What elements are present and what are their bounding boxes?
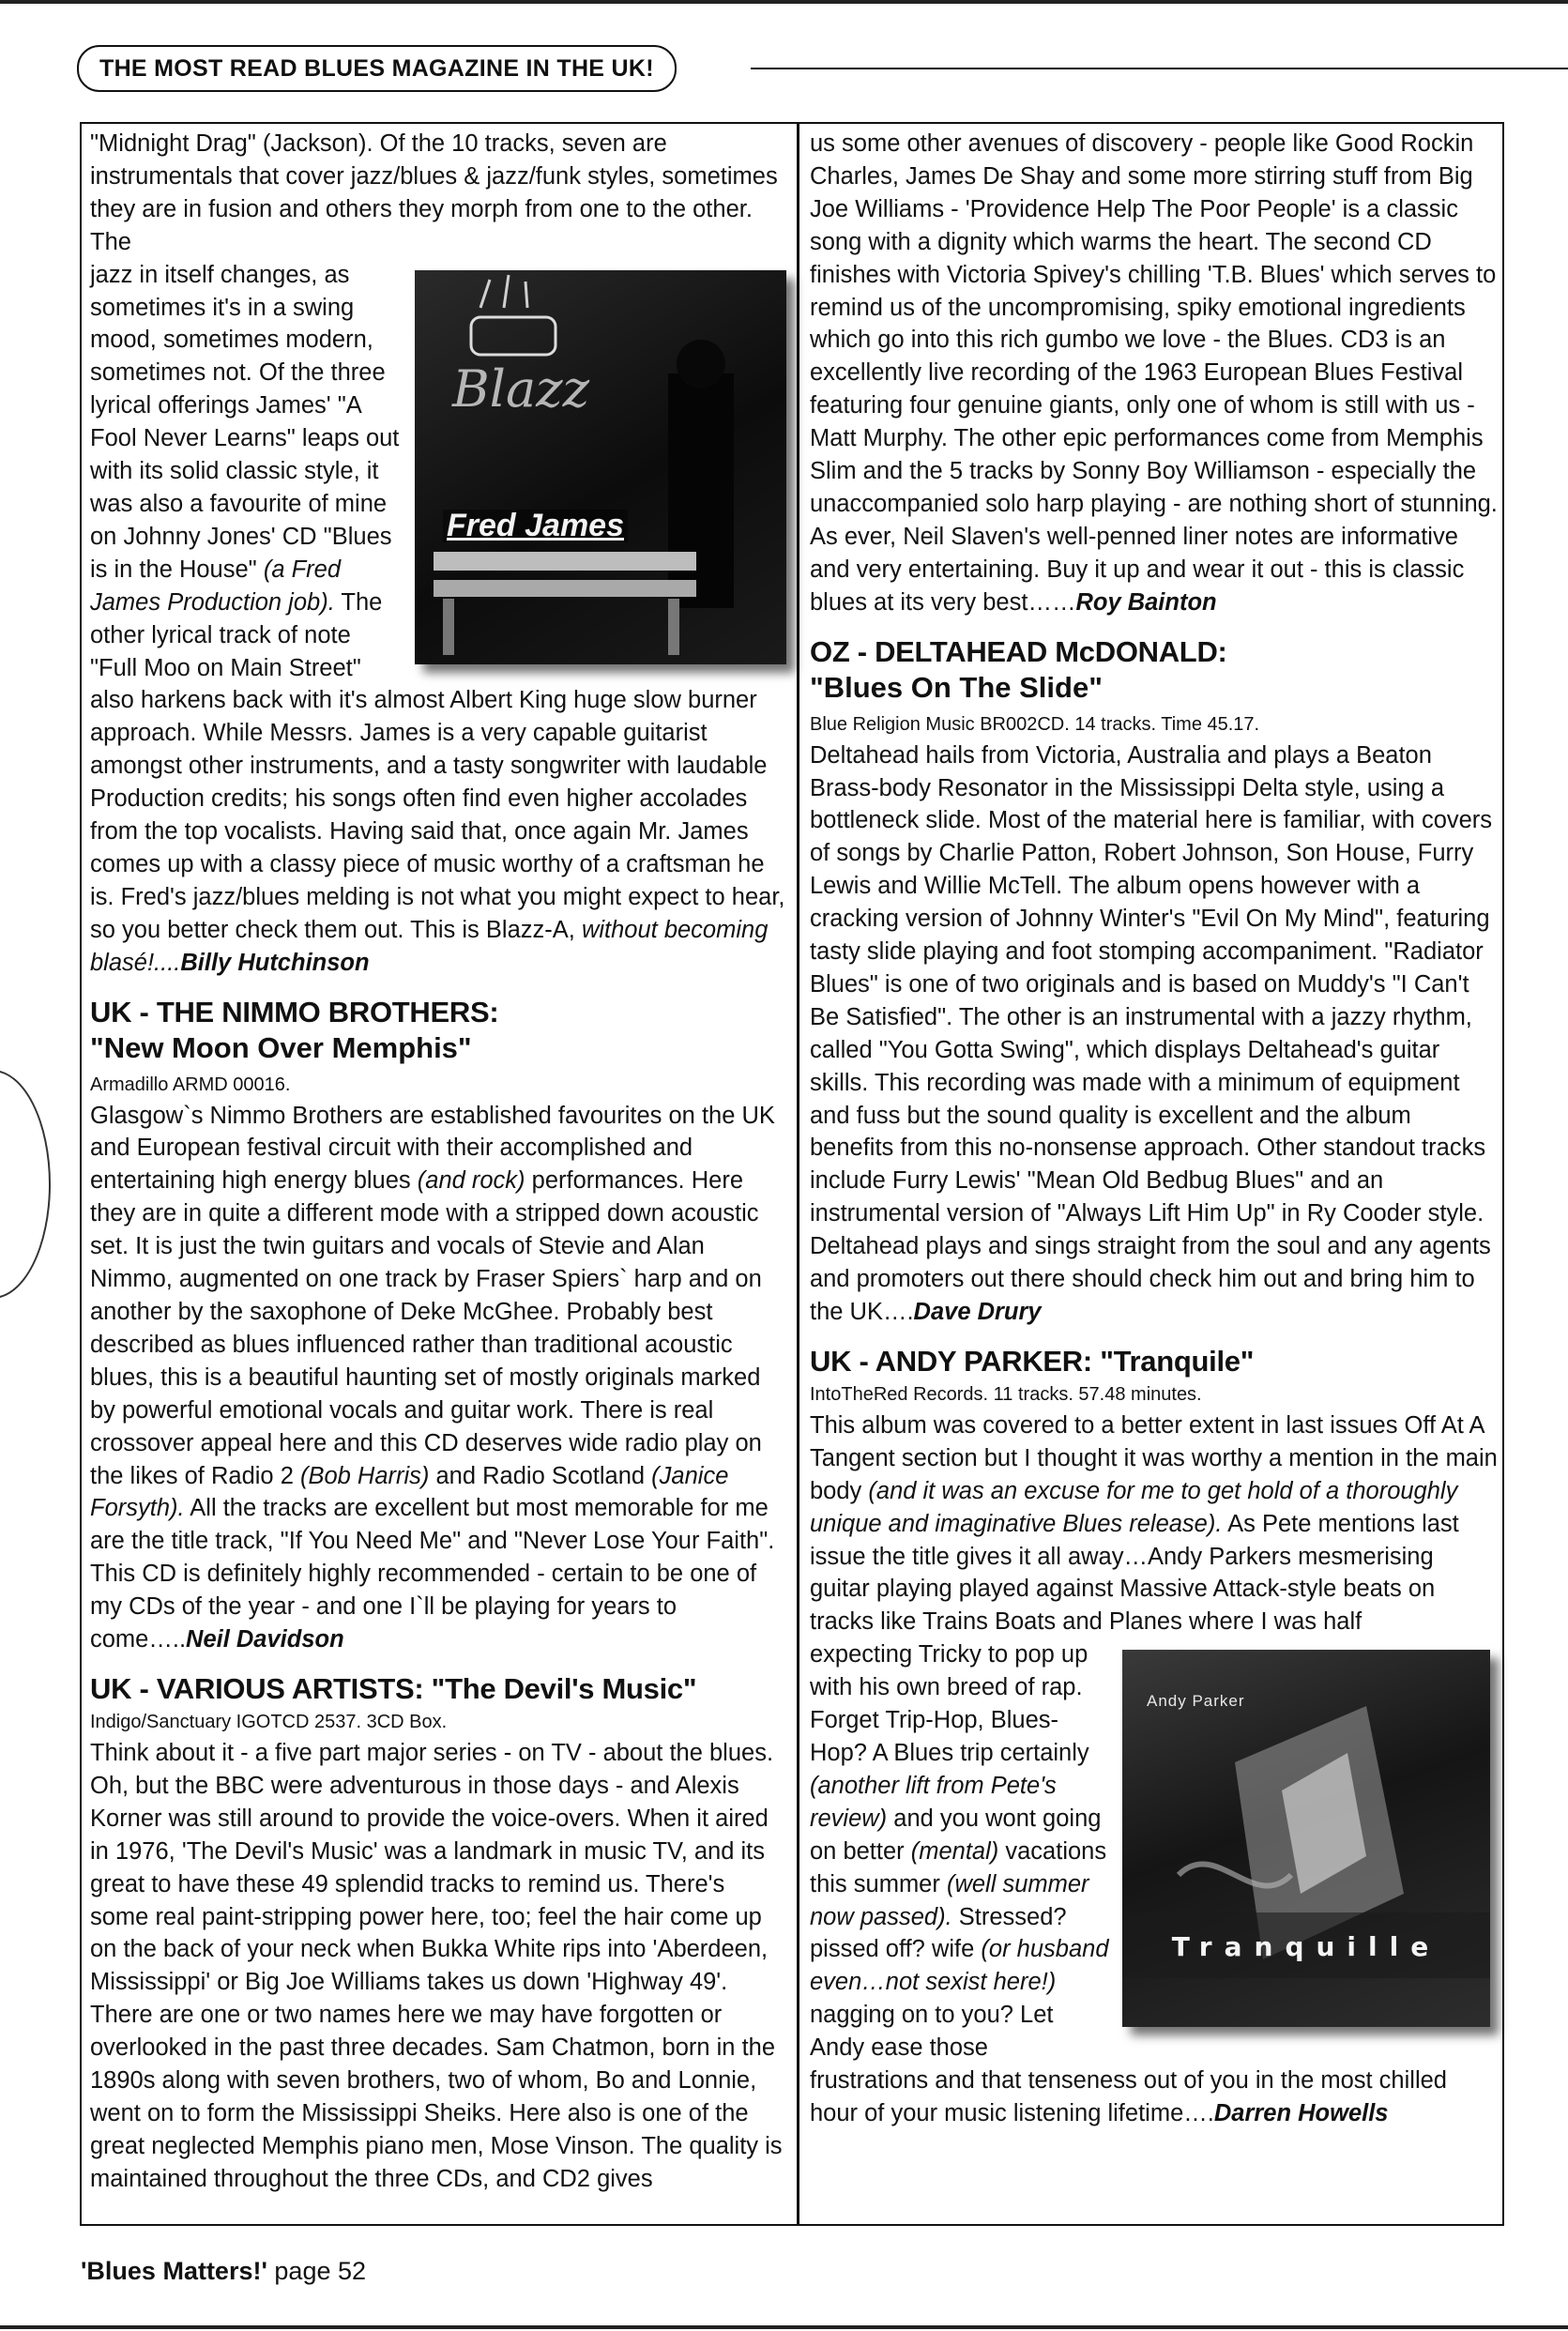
review-body-text: Glasgow`s Nimmo Brothers are established favourites on the UK and European festival circuit with their accomplished and entertaining high energy blues bbox=[90, 1102, 775, 1195]
cover-artist-text: Andy Parker bbox=[1147, 1692, 1245, 1711]
review-body-text: As Pete mentions last issue the title gives it all away…Andy Parkers mesmerising guitar playing played against Massive Attack-style beats on tracks like Trains Boats and Planes where I was half bbox=[810, 1510, 1459, 1636]
review-heading: UK - THE NIMMO BROTHERS: bbox=[90, 995, 499, 1028]
review-author: Billy Hutchinson bbox=[180, 949, 370, 976]
review-body-text: and you wont going on better bbox=[810, 1805, 1102, 1865]
review-body-text: Stressed? pissed off? wife bbox=[810, 1903, 1067, 1963]
footer-page-number: page 52 bbox=[274, 2257, 367, 2285]
review-catalog: IntoTheRed Records. 11 tracks. 57.48 minutes. bbox=[810, 1383, 1202, 1405]
review-body bbox=[810, 128, 1499, 619]
review-body-text: and Radio Scotland bbox=[435, 1462, 646, 1489]
review-body-text: nagging on to you? Let Andy ease those frustrations and that tenseness out of you in the most chilled hour of your music listening lifetime…. bbox=[810, 2002, 1447, 2126]
page-edge-arc bbox=[0, 1070, 51, 1299]
review-body-italic: (Janice Forsyth). bbox=[90, 1462, 729, 1522]
review-body: Think about it - a five part major series - on TV - about the blues. Oh, but the BBC were adventurous in those days - and Alexis Korner was still around to provide the voice-overs. When it aired in 1976, 'The Devil's Music' was a landmark in music TV, and its great to have these 49 splendid tracks to remind us. There's some real paint-stripping power here, too; feel the hair come up on the back of your neck when Bukka White rips into 'Aberdeen, Mississippi' or Big Joe Williams takes us down 'Highway 49'. There are one or two names here we may have forgotten or overlooked in the past three decades. Sam Chatmon, born in the 1890s along with seven brothers, two of whom, Bo and Lonnie, went on to form the Mississippi Sheiks. Here also is one of the great neglected Memphis piano men, Mose Vinson. The quality is maintained throughout the three CDs, and CD2 gives bbox=[90, 1739, 783, 2192]
review-deltahead bbox=[810, 634, 1499, 1329]
review-body bbox=[810, 739, 1499, 1329]
review-body-text: performances. Here they are in quite a different mode with a stripped down acoustic set. It is just the twin guitars and vocals of Stevie and Alan Nimmo, augmented on one track by Fraser Spiers` harp and on another by the saxophone of Deke McGhee. Probably best described as blues influenced rather than traditional acoustic blues, this is a beautiful haunting set of mostly originals marked by powerful emotional vocals and guitar work. There is real crossover appeal here and this CD deserves wide radio play on the likes of Radio 2 bbox=[90, 1167, 762, 1489]
review-catalog: Armadillo ARMD 00016. bbox=[90, 1074, 291, 1095]
review-fred-james bbox=[90, 128, 786, 980]
review-catalog: Indigo/Sanctuary IGOTCD 2537. 3CD Box. bbox=[90, 1711, 448, 1732]
review-andy-parker bbox=[810, 1344, 1499, 2130]
review-body bbox=[90, 1100, 786, 1656]
cover-sign-text: Blazz bbox=[452, 358, 590, 419]
review-intro-wrap-text: jazz in itself changes, as sometimes it's in a swing mood, sometimes modern, sometimes not. Of the three lyrical offerings James' "A Fool Never Learns" leaps out with its solid classic style, it was also a favourite of mine on Johnny Jones' CD "Blues is in the House" bbox=[90, 261, 400, 583]
header-banner-text: THE MOST READ BLUES MAGAZINE IN THE UK! bbox=[99, 54, 654, 82]
cover-artist-text: Fred James bbox=[443, 510, 628, 542]
review-body-text: expecting Tricky to pop up with his own breed of rap. Forget Trip-Hop, Blues-Hop? A Blues trip certainly bbox=[810, 1641, 1089, 1766]
review-body-italic: (and it was an excuse for me to get hold of a thoroughly unique and imaginative Blues release). bbox=[810, 1477, 1458, 1537]
review-author: Roy Bainton bbox=[1075, 588, 1217, 616]
review-intro-text: "Midnight Drag" (Jackson). Of the 10 tracks, seven are instrumentals that cover jazz/blues & jazz/funk styles, sometimes they are in fusion and others they morph from one to the other. The bbox=[90, 130, 778, 255]
review-author: Darren Howells bbox=[1213, 2099, 1389, 2126]
bottom-rule bbox=[0, 2325, 1568, 2329]
review-body-italic: (mental) bbox=[910, 1837, 999, 1865]
review-body-text: us some other avenues of discovery - people like Good Rockin Charles, James De Shay and some more stirring stuff from Big Joe Williams - 'Providence Help The Poor People' is a classic song with a dignity which warms the heart. The second CD finishes with Victoria Spivey's chilling 'T.B. Blues' which serves to remind us of the uncompromising, spiky emotional ingredients which go into this rich gumbo we love - the Blues. CD3 is an excellently live recording of the 1963 European Blues Festival featuring four genuine giants, only one of whom is still with us - Matt Murphy. The other epic performances come from Memphis Slim and the 5 tracks by Sonny Boy Williamson - especially the unaccompanied solo harp playing - are nothing short of stunning. As ever, Neil Slaven's well-penned liner notes are informative and very entertaining. Buy it up and wear it out - this is classic blues at its very best…… bbox=[810, 130, 1498, 616]
review-intro-after: The other lyrical track of note "Full Moo on Main Street" also harkens back with it's almost Albert King huge slow burner approach. While Messrs. James is a very capable guitarist amongst other instruments, and a tasty songwriter with laudable Production credits; his songs often find even higher accolades from the top vocalists. Having said that, once again Mr. James comes up with a classy piece of music worthy of a craftsman he is. Fred's jazz/blues melding is not what you might expect to hear, so you better check them out. This is Blazz-A, bbox=[90, 588, 785, 943]
header-banner bbox=[77, 45, 677, 92]
review-title: "New Moon Over Memphis" bbox=[90, 1030, 472, 1064]
review-author: Neil Davidson bbox=[186, 1626, 344, 1653]
review-body-italic: (or husband even…not sexist here!) bbox=[810, 1936, 1109, 1996]
review-nimmo-brothers bbox=[90, 995, 786, 1656]
review-devils-music-continued bbox=[810, 128, 1499, 619]
review-title: "Blues On The Slide" bbox=[810, 670, 1103, 704]
review-body-italic: (and rock) bbox=[417, 1167, 525, 1195]
review-body-text: This album was covered to a better extent in last issues Off At A Tangent section but I thought it was worthy a mention in the main body bbox=[810, 1411, 1498, 1504]
album-cover-tranquille bbox=[1122, 1650, 1490, 2027]
top-rule bbox=[0, 0, 1568, 4]
review-body-text: Deltahead hails from Victoria, Australia and plays a Beaton Brass-body Resonator in the Mississippi Delta style, using a bottleneck slide. Most of the material here is familiar, with covers of songs by Charlie Patton, Robert Johnson, Son House, Furry Lewis and Willie McTell. The album opens however with a cracking version of Johnny Winter's "Evil On My Mind", featuring tasty slide playing and foot stomping accompaniment. "Radiator Blues" is one of two originals and is based on Muddy's "I Can't Be Satisfied". The other is an instrumental with a jazzy rhythm, called "You Gotta Swing", which displays Deltahead's guitar skills. This recording was made with a minimum of equipment and fuss but the sound quality is excellent and the album benefits from this no-nonsense approach. Other standout tracks include Furry Lewis' "Mean Old Bedbug Blues" and an instrumental version of "Always Lift Him Up" in Ry Cooder style. Deltahead plays and sings straight from the soul and any agents and promoters out there should check him out and bring him to the UK…. bbox=[810, 741, 1493, 1325]
review-body-italic: (well summer now passed). bbox=[810, 1870, 1089, 1930]
column-divider bbox=[797, 122, 799, 2226]
left-column bbox=[90, 128, 786, 2196]
review-heading: UK - VARIOUS ARTISTS: "The Devil's Music" bbox=[90, 1671, 697, 1705]
album-cover-blazz bbox=[415, 270, 786, 664]
review-body-text: vacations this summer bbox=[810, 1837, 1107, 1897]
review-heading: OZ - DELTAHEAD McDONALD: bbox=[810, 634, 1227, 668]
review-body-italic: (Bob Harris) bbox=[299, 1462, 430, 1489]
review-body bbox=[810, 1409, 1499, 1638]
review-author: Dave Drury bbox=[913, 1299, 1042, 1325]
blazz-cover-art bbox=[415, 270, 786, 664]
review-body-text: All the tracks are excellent but most memorable for me are the title track, "If You Need Me" and "Never Lose Your Faith". This CD is definitely highly recommended - certain to be one of my CDs of the year - and one I`ll be playing for years to come….. bbox=[90, 1495, 775, 1653]
review-heading: UK - ANDY PARKER: "Tranquile" bbox=[810, 1344, 1255, 1378]
right-column bbox=[810, 128, 1499, 2130]
footer-brand: 'Blues Matters!' bbox=[81, 2257, 267, 2285]
review-body-italic: (another lift from Pete's review) bbox=[810, 1772, 1057, 1832]
review-intro-closing: without becoming blasé!.... bbox=[90, 916, 769, 976]
review-intro bbox=[90, 128, 786, 259]
page-footer bbox=[81, 2257, 366, 2286]
header-line bbox=[751, 68, 1568, 69]
review-intro-wrap-italic: (a Fred James Production job). bbox=[90, 556, 342, 616]
review-catalog: Blue Religion Music BR002CD. 14 tracks. Time 45.17. bbox=[810, 713, 1260, 735]
review-devils-music bbox=[90, 1671, 786, 2196]
cover-title-text: Tranquille bbox=[1171, 1931, 1441, 1963]
